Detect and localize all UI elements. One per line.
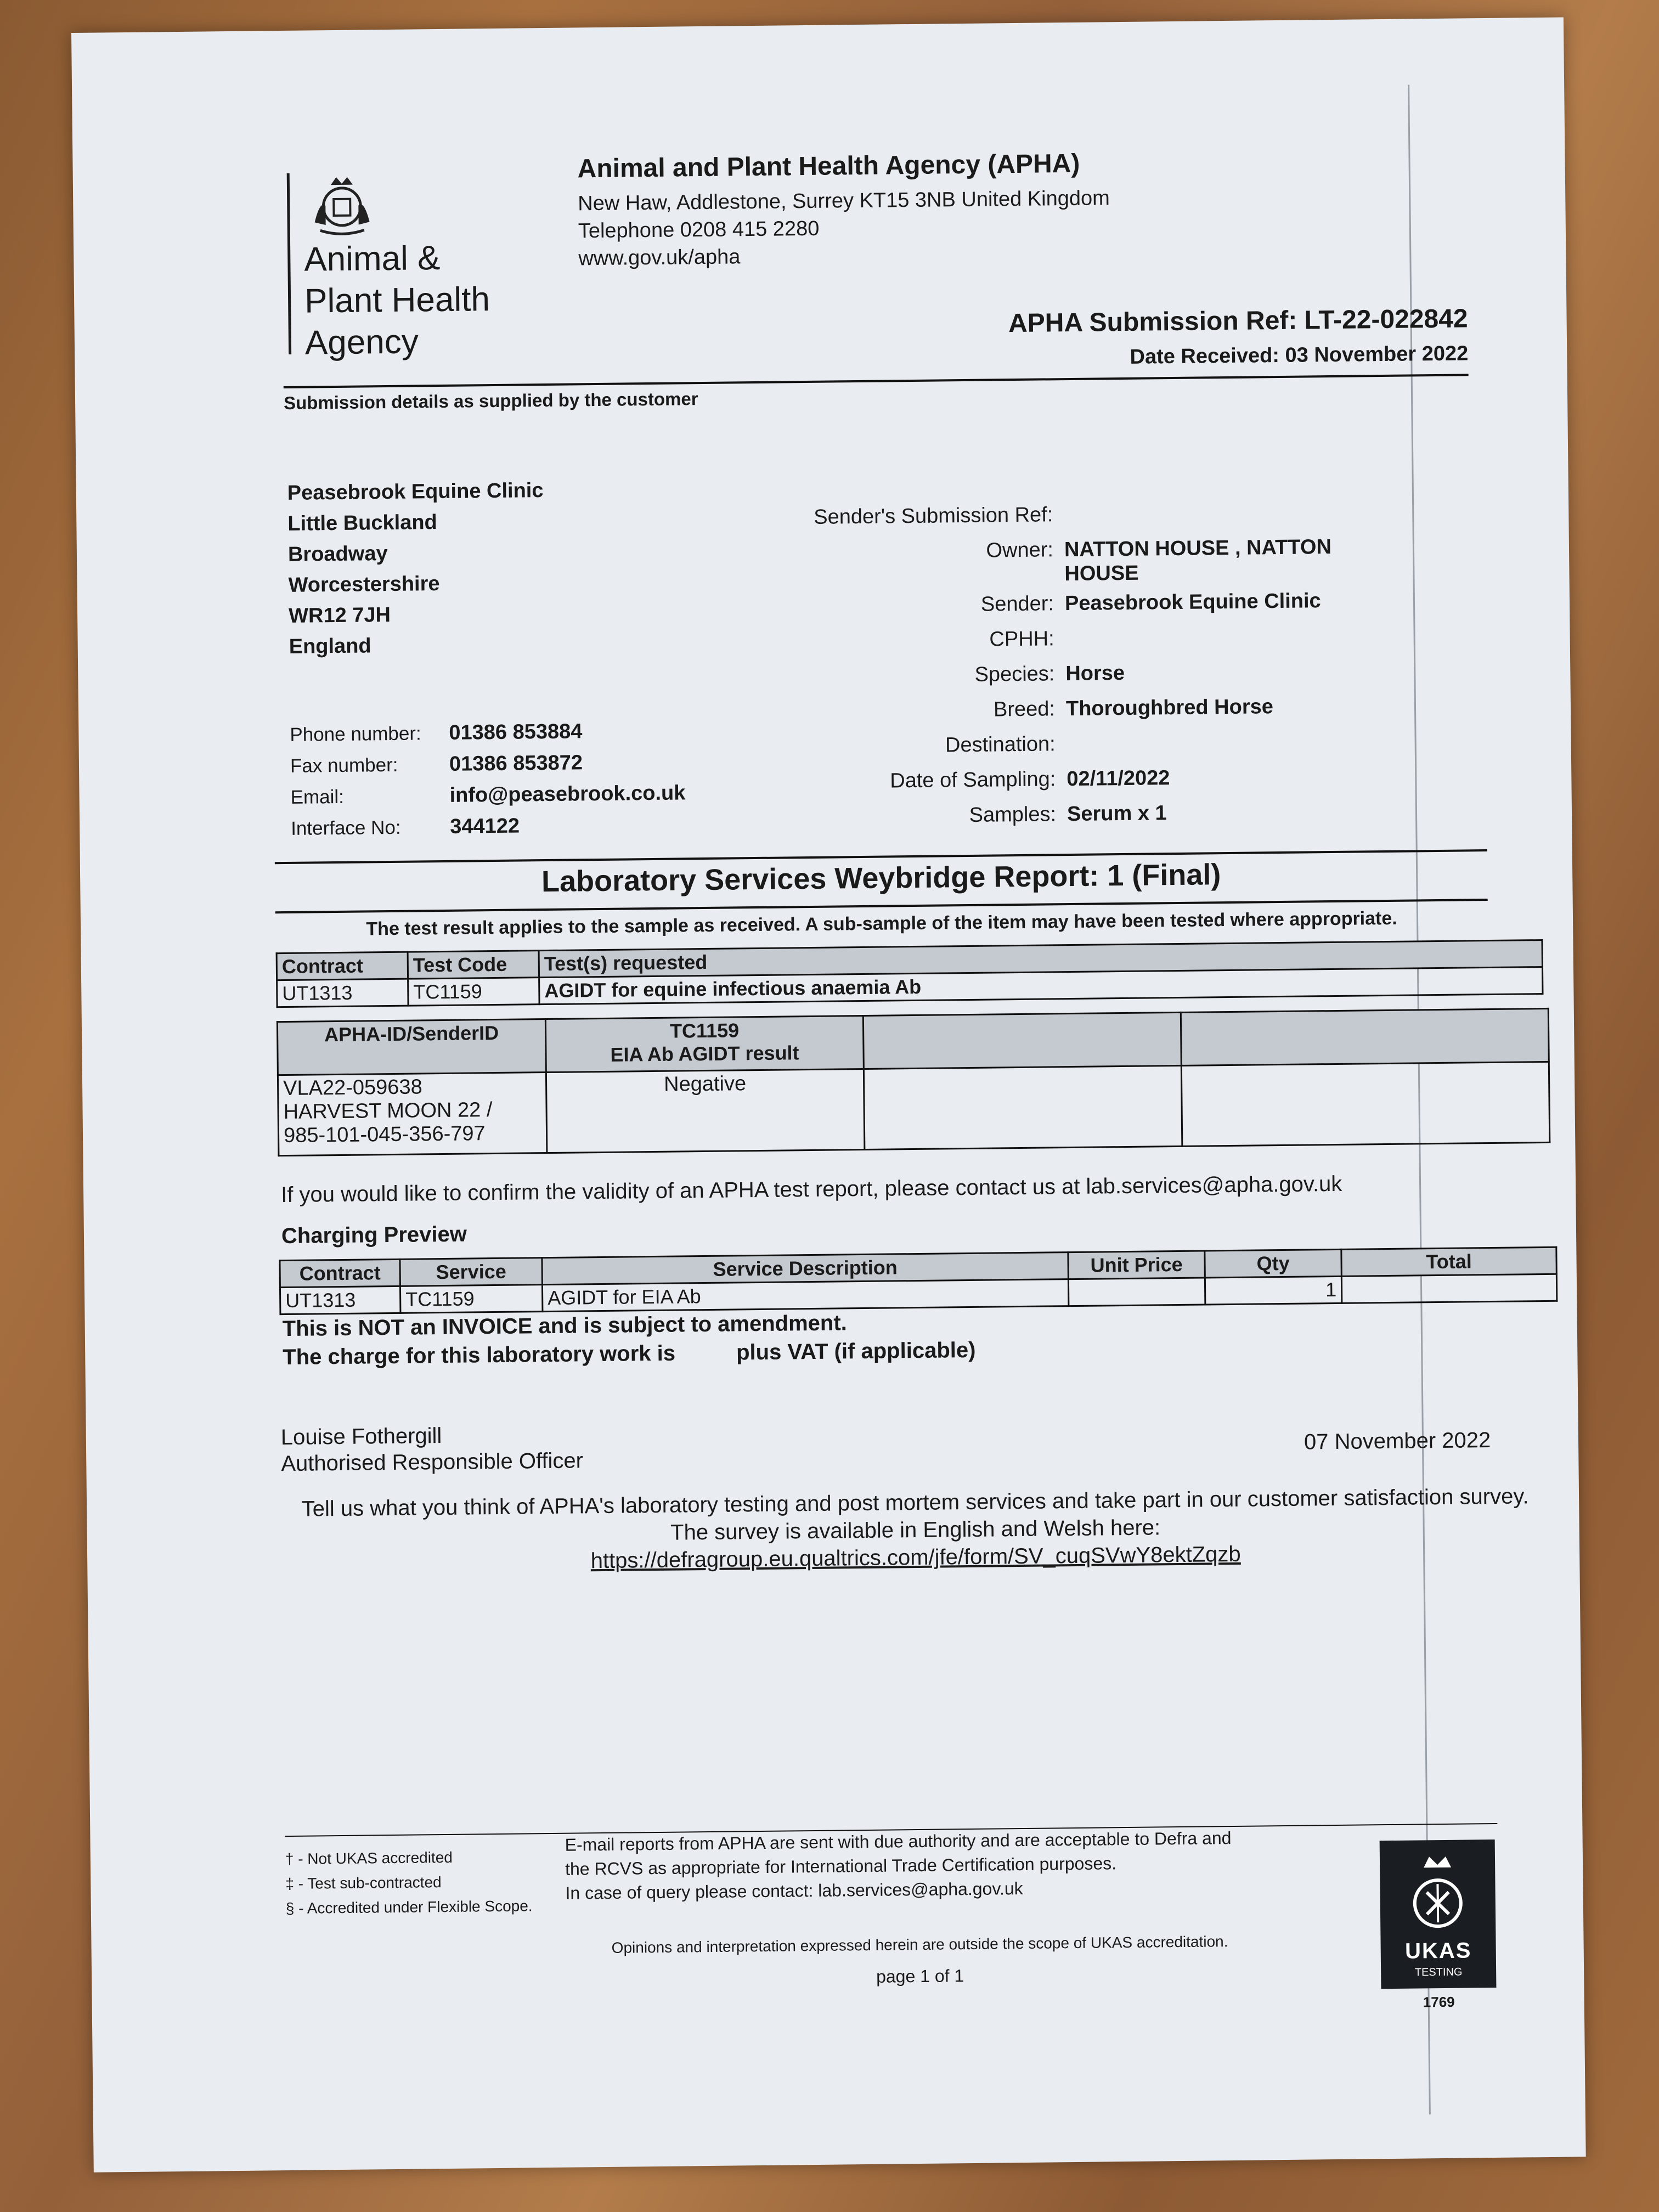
agency-logo-text (304, 237, 490, 364)
result-header: EIA Ab AGIDT result (610, 1041, 799, 1066)
table-cell (1068, 1278, 1205, 1306)
table-cell (1341, 1274, 1556, 1303)
submission-ref: APHA Submission Ref: LT-22-022842 (1008, 304, 1468, 338)
contact-row (290, 746, 685, 782)
contact-row (290, 777, 685, 813)
address-line: Little Buckland (287, 511, 437, 535)
survey-link[interactable]: https://defragroup.eu.qualtrics.com/jfe/form/SV_cuqSVwY8ektZqzb (590, 1542, 1241, 1573)
footer-note: † - Not UKAS accredited (285, 1848, 453, 1868)
detail-value: 02/11/2022 (1066, 766, 1170, 791)
empty-column-header (863, 1012, 1181, 1069)
detail-label: Breed: (993, 697, 1056, 721)
footer-email-text: E-mail reports from APHA are sent with due authority and are acceptable to Defra and the RCVS as appropriate for International Trade Certification purposes. (565, 1828, 1232, 1879)
signature-date: 07 November 2022 (1304, 1428, 1491, 1454)
validity-note: If you would like to confirm the validity of an APHA test report, please contact us at lab.services@apha.gov.uk (280, 1171, 1342, 1207)
sender-id: HARVEST MOON 22 / (283, 1098, 493, 1124)
column-header: Service (400, 1258, 542, 1286)
ukas-number: 1769 (1423, 1993, 1455, 2011)
logo-line-2: Plant Health (304, 280, 490, 320)
footer-note: § - Accredited under Flexible Scope. (285, 1897, 533, 1917)
detail-row (793, 793, 1386, 834)
footer-notes (285, 1844, 533, 1921)
submission-details (789, 494, 1385, 834)
empty-column-header (1181, 1008, 1549, 1065)
report-sheet (71, 18, 1586, 2172)
table-cell: TC1159 (400, 1285, 542, 1313)
signatory-role: Authorised Responsible Officer (281, 1448, 584, 1476)
detail-label: Owner: (986, 538, 1054, 562)
agency-address: New Haw, Addlestone, Surrey KT15 3NB United Kingdom (578, 187, 1110, 216)
logo-bar (287, 173, 291, 354)
detail-value (1064, 494, 1383, 532)
detail-label: Species: (974, 662, 1055, 686)
contact-label: Interface No: (291, 816, 401, 839)
footer-note: ‡ - Test sub-contracted (285, 1874, 442, 1893)
signatory-name: Louise Fothergill (280, 1424, 442, 1450)
ukas-logo (1380, 1839, 1497, 1989)
sample-id-cell (278, 1073, 547, 1156)
column-header: APHA-ID/SenderID (277, 1019, 546, 1075)
header-divider (284, 374, 1469, 388)
logo-line-3: Agency (304, 323, 419, 362)
detail-value: NATTON HOUSE , NATTON HOUSE (1064, 535, 1332, 586)
column-header: Test(s) requested (539, 940, 1542, 978)
detail-row (792, 688, 1385, 729)
customer-address (287, 475, 545, 662)
detail-label: Sender's Submission Ref: (814, 503, 1053, 529)
detail-label: Sender: (980, 592, 1054, 616)
column-header: Unit Price (1068, 1251, 1205, 1279)
table-cell: UT1313 (277, 979, 409, 1007)
test-code-header: TC1159 (669, 1019, 740, 1042)
invoice-notice (282, 1307, 975, 1372)
detail-row (791, 583, 1384, 624)
address-line: Broadway (287, 542, 388, 566)
column-header (545, 1015, 864, 1072)
detail-value (1065, 618, 1384, 656)
detail-value: Serum x 1 (1066, 802, 1167, 826)
tests-table (276, 939, 1544, 1008)
address-line: Peasebrook Equine Clinic (287, 479, 544, 505)
table-cell: TC1159 (408, 978, 540, 1006)
royal-crest-icon (303, 172, 381, 239)
microchip-id: 985-101-045-356-797 (283, 1122, 486, 1148)
signatory (281, 1421, 584, 1477)
report-subtitle: The test result applies to the sample as received. A sub-sample of the item may have been tested where appropriate. (366, 907, 1397, 940)
contact-row (291, 809, 686, 844)
column-header: Contract (280, 1259, 400, 1287)
detail-row (791, 653, 1384, 694)
table-cell: 1 (1205, 1276, 1341, 1305)
detail-row (792, 758, 1385, 799)
table-cell: UT1313 (280, 1286, 400, 1314)
report-title: Laboratory Services Weybridge Report: 1 (Final) (541, 858, 1221, 899)
table-row (278, 1062, 1549, 1155)
detail-row (792, 723, 1385, 764)
column-header: Service Description (542, 1252, 1068, 1285)
survey-text: Tell us what you think of APHA's laboratory testing and post mortem services and take part in our customer satisfaction survey. The survey is available in English and Welsh here: (301, 1484, 1529, 1545)
result-cell: Negative (546, 1069, 865, 1153)
contact-details (290, 715, 686, 844)
survey-block (284, 1482, 1547, 1578)
ukas-label: UKAS (1404, 1938, 1472, 1963)
logo-line-1: Animal & (303, 239, 441, 279)
detail-label: CPHH: (989, 627, 1054, 651)
contact-label: Phone number: (290, 723, 421, 746)
column-header: Total (1341, 1247, 1556, 1276)
address-line: WR12 7JH (288, 603, 391, 628)
contact-label: Fax number: (290, 754, 398, 777)
ukas-crown-icon (1404, 1850, 1471, 1933)
detail-label: Date of Sampling: (890, 768, 1056, 793)
agency-website: www.gov.uk/apha (578, 245, 741, 270)
detail-value: Horse (1065, 661, 1125, 686)
contact-label: Email: (290, 786, 345, 808)
charging-table (279, 1246, 1558, 1315)
sample-id: VLA22-059638 (283, 1075, 422, 1101)
column-header: Contract (276, 952, 408, 980)
page-number: page 1 of 1 (876, 1966, 964, 1987)
footer-opinions: Opinions and interpretation expressed herein are outside the scope of UKAS accreditation. (611, 1933, 1228, 1956)
contact-value: 01386 853884 (449, 720, 583, 744)
address-line: Worcestershire (288, 572, 440, 597)
detail-row (790, 529, 1383, 589)
column-header: Test Code (408, 951, 539, 979)
contact-value: 01386 853872 (449, 751, 583, 776)
agency-name: Animal and Plant Health Agency (APHA) (577, 149, 1080, 184)
not-invoice-text: This is NOT an INVOICE and is subject to amendment. (282, 1311, 847, 1341)
empty-cell (1181, 1062, 1550, 1146)
agency-telephone: Telephone 0208 415 2280 (578, 217, 820, 243)
address-line: England (289, 634, 371, 658)
ukas-sublabel: TESTING (1414, 1966, 1463, 1979)
charge-text: The charge for this laboratory work is plus VAT (if applicable) (283, 1338, 976, 1370)
detail-value: Thoroughbred Horse (1065, 695, 1274, 721)
detail-value (1066, 723, 1385, 761)
contact-value: 344122 (449, 814, 520, 838)
detail-label: Samples: (969, 803, 1057, 827)
detail-value: Peasebrook Equine Clinic (1064, 589, 1321, 616)
table-cell: AGIDT for equine infectious anaemia Ab (539, 967, 1543, 1005)
date-received: Date Received: 03 November 2022 (1130, 342, 1469, 369)
charging-heading: Charging Preview (281, 1222, 467, 1249)
contact-row (290, 715, 685, 751)
column-header: Qty (1205, 1249, 1341, 1278)
submission-heading: Submission details as supplied by the customer (283, 388, 698, 413)
detail-label: Destination: (945, 732, 1056, 757)
detail-row (789, 494, 1383, 535)
table-cell: AGIDT for EIA Ab (542, 1279, 1068, 1312)
empty-cell (864, 1065, 1182, 1149)
contact-value: info@peasebrook.co.uk (449, 781, 686, 807)
footer-email-info (565, 1826, 1240, 1905)
results-table (276, 1008, 1550, 1156)
detail-row (791, 618, 1384, 659)
footer-query: In case of query please contact: lab.services@apha.gov.uk (565, 1878, 1023, 1903)
